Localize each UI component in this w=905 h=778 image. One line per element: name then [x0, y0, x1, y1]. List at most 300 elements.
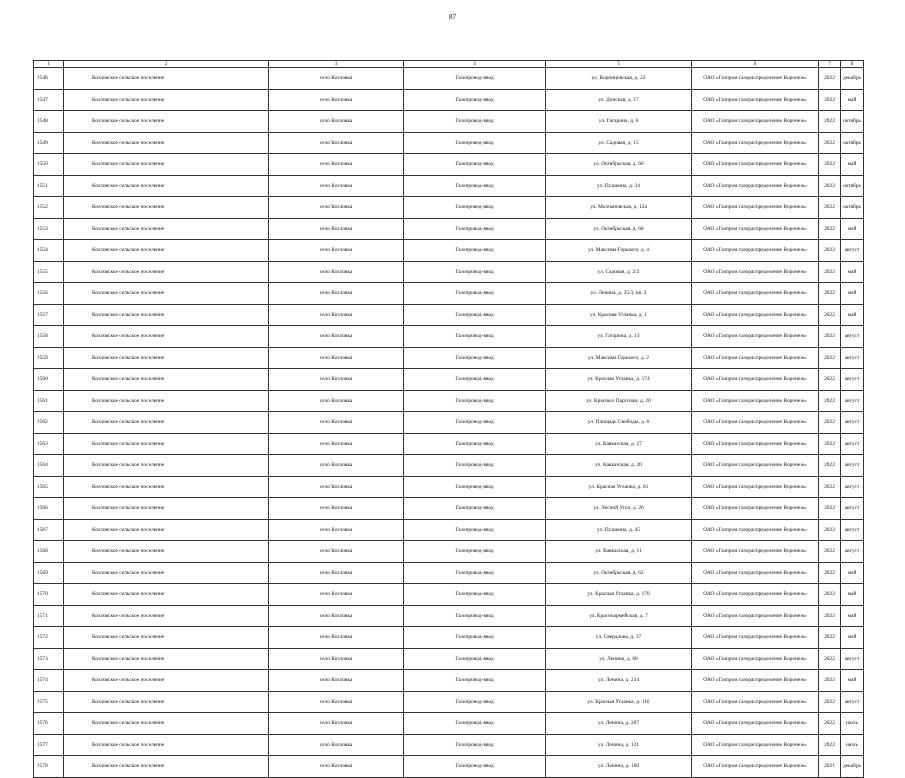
- month-cell: май: [841, 605, 864, 627]
- organization-cell: ОАО «Газпром газораспределение Воронеж»: [692, 304, 819, 326]
- settlement-cell: Козловское сельское поселение: [64, 68, 269, 90]
- table-row: [34, 734, 864, 756]
- table-row: [34, 68, 864, 90]
- settlement-cell: Козловское сельское поселение: [64, 326, 269, 348]
- column-number-header: 6: [692, 61, 819, 68]
- settlement-cell: Козловское сельское поселение: [64, 455, 269, 477]
- row-number-cell: 1564: [34, 455, 64, 477]
- object-type-cell: Газопровод-ввод: [404, 261, 546, 283]
- settlement-cell: Козловское сельское поселение: [64, 519, 269, 541]
- address-cell: ул. Максима Горького, д. 4: [546, 240, 692, 262]
- table-row: [34, 261, 864, 283]
- year-cell: 2022: [819, 562, 841, 584]
- address-cell: ул. Кавказская, д. 27: [546, 433, 692, 455]
- year-cell: 2022: [819, 541, 841, 563]
- locality-cell: село Козловка: [269, 756, 404, 778]
- month-cell: август: [841, 412, 864, 434]
- object-type-cell: Газопровод-ввод: [404, 390, 546, 412]
- settlement-cell: Козловское сельское поселение: [64, 283, 269, 305]
- settlement-cell: Козловское сельское поселение: [64, 412, 269, 434]
- object-type-cell: Газопровод-ввод: [404, 154, 546, 176]
- object-type-cell: Газопровод-ввод: [404, 433, 546, 455]
- locality-cell: село Козловка: [269, 627, 404, 649]
- table-row: [34, 648, 864, 670]
- object-type-cell: Газопровод-ввод: [404, 670, 546, 692]
- row-number-cell: 1554: [34, 240, 64, 262]
- table-row: [34, 519, 864, 541]
- address-cell: ул. Кавказская, д. 11: [546, 541, 692, 563]
- table-body: [34, 68, 864, 778]
- year-cell: 2022: [819, 476, 841, 498]
- object-type-cell: Газопровод-ввод: [404, 412, 546, 434]
- table-row: [34, 562, 864, 584]
- table-row: [34, 111, 864, 133]
- row-number-cell: 1553: [34, 218, 64, 240]
- month-cell: август: [841, 455, 864, 477]
- object-type-cell: Газопровод-ввод: [404, 476, 546, 498]
- address-cell: ул. Ленина, д. 121: [546, 734, 692, 756]
- row-number-cell: 1562: [34, 412, 64, 434]
- table-row: [34, 412, 864, 434]
- column-number-header: 1: [34, 61, 64, 68]
- month-cell: май: [841, 89, 864, 111]
- organization-cell: ОАО «Газпром газораспределение Воронеж»: [692, 691, 819, 713]
- row-number-cell: 1565: [34, 476, 64, 498]
- locality-cell: село Козловка: [269, 648, 404, 670]
- year-cell: 2022: [819, 304, 841, 326]
- locality-cell: село Козловка: [269, 240, 404, 262]
- settlement-cell: Козловское сельское поселение: [64, 175, 269, 197]
- address-cell: ул. Ленина, д. 60: [546, 648, 692, 670]
- object-type-cell: Газопровод-ввод: [404, 111, 546, 133]
- month-cell: июль: [841, 713, 864, 735]
- year-cell: 2022: [819, 240, 841, 262]
- organization-cell: ОАО «Газпром газораспределение Воронеж»: [692, 89, 819, 111]
- year-cell: 2022: [819, 433, 841, 455]
- settlement-cell: Козловское сельское поселение: [64, 756, 269, 778]
- row-number-cell: 1568: [34, 541, 64, 563]
- row-number-cell: 1566: [34, 498, 64, 520]
- table-row: [34, 347, 864, 369]
- locality-cell: село Козловка: [269, 261, 404, 283]
- month-cell: декабрь: [841, 756, 864, 778]
- year-cell: 2022: [819, 584, 841, 606]
- row-number-cell: 1559: [34, 347, 64, 369]
- organization-cell: ОАО «Газпром газораспределение Воронеж»: [692, 648, 819, 670]
- settlement-cell: Козловское сельское поселение: [64, 605, 269, 627]
- address-cell: ул. Пушкина, д. 34: [546, 175, 692, 197]
- table-row: [34, 691, 864, 713]
- year-cell: 2022: [819, 68, 841, 90]
- address-cell: ул. Ленина, д. 35/3, кв. 2: [546, 283, 692, 305]
- address-cell: ул. Красных Партизан, д. 20: [546, 390, 692, 412]
- column-number-header: 3: [269, 61, 404, 68]
- table-row: [34, 476, 864, 498]
- settlement-cell: Козловское сельское поселение: [64, 670, 269, 692]
- settlement-cell: Козловское сельское поселение: [64, 648, 269, 670]
- settlement-cell: Козловское сельское поселение: [64, 498, 269, 520]
- organization-cell: ОАО «Газпром газораспределение Воронеж»: [692, 111, 819, 133]
- row-number-cell: 1546: [34, 68, 64, 90]
- row-number-cell: 1560: [34, 369, 64, 391]
- settlement-cell: Козловское сельское поселение: [64, 197, 269, 219]
- organization-cell: ОАО «Газпром газораспределение Воронеж»: [692, 175, 819, 197]
- object-type-cell: Газопровод-ввод: [404, 326, 546, 348]
- object-type-cell: Газопровод-ввод: [404, 369, 546, 391]
- object-type-cell: Газопровод-ввод: [404, 240, 546, 262]
- row-number-cell: 1547: [34, 89, 64, 111]
- address-cell: ул. Красная Угланка, д. 174: [546, 369, 692, 391]
- month-cell: май: [841, 584, 864, 606]
- table-row: [34, 369, 864, 391]
- address-cell: ул. Воронцовская, д. 22: [546, 68, 692, 90]
- table-row: [34, 283, 864, 305]
- address-cell: ул. Лесной Угол, д. 26: [546, 498, 692, 520]
- row-number-cell: 1573: [34, 648, 64, 670]
- locality-cell: село Козловка: [269, 347, 404, 369]
- object-type-cell: Газопровод-ввод: [404, 498, 546, 520]
- address-cell: ул. Садовая, д. 15: [546, 132, 692, 154]
- organization-cell: ОАО «Газпром газораспределение Воронеж»: [692, 541, 819, 563]
- object-type-cell: Газопровод-ввод: [404, 283, 546, 305]
- year-cell: 2022: [819, 605, 841, 627]
- year-cell: 2022: [819, 713, 841, 735]
- object-type-cell: Газопровод-ввод: [404, 562, 546, 584]
- object-type-cell: Газопровод-ввод: [404, 648, 546, 670]
- year-cell: 2022: [819, 734, 841, 756]
- table-row: [34, 240, 864, 262]
- year-cell: 2022: [819, 369, 841, 391]
- address-cell: ул. Кавказская, д. 20: [546, 455, 692, 477]
- settlement-cell: Козловское сельское поселение: [64, 584, 269, 606]
- organization-cell: ОАО «Газпром газораспределение Воронеж»: [692, 519, 819, 541]
- locality-cell: село Козловка: [269, 412, 404, 434]
- address-cell: ул. Красная Угланка, д. 116: [546, 691, 692, 713]
- organization-cell: ОАО «Газпром газораспределение Воронеж»: [692, 261, 819, 283]
- month-cell: август: [841, 648, 864, 670]
- organization-cell: ОАО «Газпром газораспределение Воронеж»: [692, 412, 819, 434]
- row-number-cell: 1549: [34, 132, 64, 154]
- month-cell: август: [841, 390, 864, 412]
- row-number-cell: 1550: [34, 154, 64, 176]
- address-cell: ул. Красная Угланка, д. 1: [546, 304, 692, 326]
- column-number-header: 2: [64, 61, 269, 68]
- organization-cell: ОАО «Газпром газораспределение Воронеж»: [692, 605, 819, 627]
- locality-cell: село Козловка: [269, 369, 404, 391]
- month-cell: октябрь: [841, 197, 864, 219]
- year-cell: 2022: [819, 347, 841, 369]
- organization-cell: ОАО «Газпром газораспределение Воронеж»: [692, 627, 819, 649]
- row-number-cell: 1552: [34, 197, 64, 219]
- locality-cell: село Козловка: [269, 197, 404, 219]
- row-number-cell: 1548: [34, 111, 64, 133]
- year-cell: 2022: [819, 283, 841, 305]
- row-number-cell: 1576: [34, 713, 64, 735]
- year-cell: 2021: [819, 756, 841, 778]
- object-type-cell: Газопровод-ввод: [404, 175, 546, 197]
- address-cell: ул. Красная Угланка, д. 81: [546, 476, 692, 498]
- organization-cell: ОАО «Газпром газораспределение Воронеж»: [692, 240, 819, 262]
- row-number-cell: 1567: [34, 519, 64, 541]
- organization-cell: ОАО «Газпром газораспределение Воронеж»: [692, 326, 819, 348]
- table-row: [34, 175, 864, 197]
- row-number-cell: 1556: [34, 283, 64, 305]
- month-cell: май: [841, 283, 864, 305]
- row-number-cell: 1551: [34, 175, 64, 197]
- organization-cell: ОАО «Газпром газораспределение Воронеж»: [692, 584, 819, 606]
- settlement-cell: Козловское сельское поселение: [64, 132, 269, 154]
- object-type-cell: Газопровод-ввод: [404, 541, 546, 563]
- table-row: [34, 154, 864, 176]
- locality-cell: село Козловка: [269, 455, 404, 477]
- settlement-cell: Козловское сельское поселение: [64, 627, 269, 649]
- locality-cell: село Козловка: [269, 111, 404, 133]
- locality-cell: село Козловка: [269, 713, 404, 735]
- object-type-cell: Газопровод-ввод: [404, 756, 546, 778]
- organization-cell: ОАО «Газпром газораспределение Воронеж»: [692, 433, 819, 455]
- locality-cell: село Козловка: [269, 283, 404, 305]
- settlement-cell: Козловское сельское поселение: [64, 390, 269, 412]
- table-row: [34, 627, 864, 649]
- settlement-cell: Козловское сельское поселение: [64, 734, 269, 756]
- organization-cell: ОАО «Газпром газораспределение Воронеж»: [692, 283, 819, 305]
- row-number-cell: 1555: [34, 261, 64, 283]
- object-type-cell: Газопровод-ввод: [404, 691, 546, 713]
- locality-cell: село Козловка: [269, 519, 404, 541]
- locality-cell: село Козловка: [269, 175, 404, 197]
- organization-cell: ОАО «Газпром газораспределение Воронеж»: [692, 132, 819, 154]
- row-number-cell: 1557: [34, 304, 64, 326]
- row-number-cell: 1575: [34, 691, 64, 713]
- object-type-cell: Газопровод-ввод: [404, 218, 546, 240]
- month-cell: август: [841, 326, 864, 348]
- address-cell: ул. Октябрьская, д. 66: [546, 154, 692, 176]
- table-row: [34, 89, 864, 111]
- month-cell: август: [841, 498, 864, 520]
- month-cell: август: [841, 691, 864, 713]
- row-number-cell: 1578: [34, 756, 64, 778]
- column-number-header: 7: [819, 61, 841, 68]
- settlement-cell: Козловское сельское поселение: [64, 369, 269, 391]
- organization-cell: ОАО «Газпром газораспределение Воронеж»: [692, 455, 819, 477]
- object-type-cell: Газопровод-ввод: [404, 304, 546, 326]
- month-cell: август: [841, 433, 864, 455]
- row-number-cell: 1574: [34, 670, 64, 692]
- table-row: [34, 218, 864, 240]
- row-number-cell: 1577: [34, 734, 64, 756]
- locality-cell: село Козловка: [269, 541, 404, 563]
- month-cell: октябрь: [841, 111, 864, 133]
- column-number-header: 8: [841, 61, 864, 68]
- locality-cell: село Козловка: [269, 326, 404, 348]
- year-cell: 2022: [819, 498, 841, 520]
- organization-cell: ОАО «Газпром газораспределение Воронеж»: [692, 562, 819, 584]
- year-cell: 2022: [819, 648, 841, 670]
- year-cell: 2022: [819, 154, 841, 176]
- locality-cell: село Козловка: [269, 691, 404, 713]
- object-type-cell: Газопровод-ввод: [404, 132, 546, 154]
- settlement-cell: Козловское сельское поселение: [64, 691, 269, 713]
- locality-cell: село Козловка: [269, 476, 404, 498]
- object-type-cell: Газопровод-ввод: [404, 713, 546, 735]
- month-cell: август: [841, 541, 864, 563]
- locality-cell: село Козловка: [269, 605, 404, 627]
- row-number-cell: 1570: [34, 584, 64, 606]
- gas-connections-table-container: [33, 60, 863, 778]
- address-cell: ул. Свердлова, д. 37: [546, 627, 692, 649]
- address-cell: ул. Гагарина, д. 6: [546, 111, 692, 133]
- month-cell: август: [841, 369, 864, 391]
- year-cell: 2022: [819, 390, 841, 412]
- month-cell: май: [841, 218, 864, 240]
- address-cell: ул. Октябрьская, д. 68: [546, 218, 692, 240]
- year-cell: 2022: [819, 111, 841, 133]
- settlement-cell: Козловское сельское поселение: [64, 713, 269, 735]
- object-type-cell: Газопровод-ввод: [404, 68, 546, 90]
- settlement-cell: Козловское сельское поселение: [64, 111, 269, 133]
- year-cell: 2022: [819, 519, 841, 541]
- month-cell: август: [841, 476, 864, 498]
- address-cell: ул. Пушкина, д. 45: [546, 519, 692, 541]
- organization-cell: ОАО «Газпром газораспределение Воронеж»: [692, 154, 819, 176]
- row-number-cell: 1572: [34, 627, 64, 649]
- year-cell: 2022: [819, 627, 841, 649]
- settlement-cell: Козловское сельское поселение: [64, 240, 269, 262]
- table-row: [34, 584, 864, 606]
- address-cell: ул. Красноармейская, д. 7: [546, 605, 692, 627]
- object-type-cell: Газопровод-ввод: [404, 455, 546, 477]
- locality-cell: село Козловка: [269, 154, 404, 176]
- month-cell: май: [841, 670, 864, 692]
- address-cell: ул. Молчановская, д. 12а: [546, 197, 692, 219]
- year-cell: 2022: [819, 175, 841, 197]
- year-cell: 2022: [819, 261, 841, 283]
- locality-cell: село Козловка: [269, 734, 404, 756]
- organization-cell: ОАО «Газпром газораспределение Воронеж»: [692, 390, 819, 412]
- address-cell: ул. Донская, д. 17: [546, 89, 692, 111]
- month-cell: октябрь: [841, 175, 864, 197]
- table-row: [34, 326, 864, 348]
- year-cell: 2022: [819, 89, 841, 111]
- month-cell: май: [841, 562, 864, 584]
- month-cell: май: [841, 304, 864, 326]
- object-type-cell: Газопровод-ввод: [404, 734, 546, 756]
- table-header-row: [34, 61, 864, 68]
- address-cell: ул. Ленина, д. 207: [546, 713, 692, 735]
- settlement-cell: Козловское сельское поселение: [64, 476, 269, 498]
- year-cell: 2022: [819, 197, 841, 219]
- object-type-cell: Газопровод-ввод: [404, 519, 546, 541]
- table-row: [34, 670, 864, 692]
- locality-cell: село Козловка: [269, 304, 404, 326]
- gas-connections-table: [33, 60, 864, 778]
- month-cell: май: [841, 627, 864, 649]
- address-cell: ул. Максима Горького, д. 2: [546, 347, 692, 369]
- column-number-header: 4: [404, 61, 546, 68]
- organization-cell: ОАО «Газпром газораспределение Воронеж»: [692, 476, 819, 498]
- settlement-cell: Козловское сельское поселение: [64, 541, 269, 563]
- month-cell: октябрь: [841, 132, 864, 154]
- locality-cell: село Козловка: [269, 132, 404, 154]
- page-number: 87: [449, 13, 456, 21]
- table-row: [34, 455, 864, 477]
- locality-cell: село Козловка: [269, 498, 404, 520]
- organization-cell: ОАО «Газпром газораспределение Воронеж»: [692, 369, 819, 391]
- year-cell: 2022: [819, 326, 841, 348]
- organization-cell: ОАО «Газпром газораспределение Воронеж»: [692, 347, 819, 369]
- locality-cell: село Козловка: [269, 68, 404, 90]
- organization-cell: ОАО «Газпром газораспределение Воронеж»: [692, 498, 819, 520]
- settlement-cell: Козловское сельское поселение: [64, 562, 269, 584]
- table-row: [34, 433, 864, 455]
- organization-cell: ОАО «Газпром газораспределение Воронеж»: [692, 734, 819, 756]
- table-row: [34, 304, 864, 326]
- object-type-cell: Газопровод-ввод: [404, 347, 546, 369]
- locality-cell: село Козловка: [269, 89, 404, 111]
- locality-cell: село Козловка: [269, 562, 404, 584]
- locality-cell: село Козловка: [269, 670, 404, 692]
- organization-cell: ОАО «Газпром газораспределение Воронеж»: [692, 713, 819, 735]
- table-row: [34, 390, 864, 412]
- settlement-cell: Козловское сельское поселение: [64, 347, 269, 369]
- object-type-cell: Газопровод-ввод: [404, 197, 546, 219]
- settlement-cell: Козловское сельское поселение: [64, 433, 269, 455]
- address-cell: ул. Ленина, д. 160: [546, 756, 692, 778]
- month-cell: август: [841, 519, 864, 541]
- address-cell: ул. Площадь Свободы, д. 6: [546, 412, 692, 434]
- row-number-cell: 1563: [34, 433, 64, 455]
- organization-cell: ОАО «Газпром газораспределение Воронеж»: [692, 756, 819, 778]
- object-type-cell: Газопровод-ввод: [404, 605, 546, 627]
- settlement-cell: Козловское сельское поселение: [64, 154, 269, 176]
- locality-cell: село Козловка: [269, 390, 404, 412]
- month-cell: декабрь: [841, 68, 864, 90]
- address-cell: ул. Ленина, д. 234: [546, 670, 692, 692]
- year-cell: 2022: [819, 455, 841, 477]
- settlement-cell: Козловское сельское поселение: [64, 218, 269, 240]
- object-type-cell: Газопровод-ввод: [404, 89, 546, 111]
- table-row: [34, 756, 864, 778]
- object-type-cell: Газопровод-ввод: [404, 627, 546, 649]
- row-number-cell: 1569: [34, 562, 64, 584]
- table-row: [34, 132, 864, 154]
- table-row: [34, 713, 864, 735]
- table-row: [34, 197, 864, 219]
- address-cell: ул. Октябрьская, д. 62: [546, 562, 692, 584]
- table-row: [34, 498, 864, 520]
- row-number-cell: 1571: [34, 605, 64, 627]
- column-number-header: 5: [546, 61, 692, 68]
- year-cell: 2022: [819, 218, 841, 240]
- month-cell: август: [841, 240, 864, 262]
- organization-cell: ОАО «Газпром газораспределение Воронеж»: [692, 670, 819, 692]
- locality-cell: село Козловка: [269, 218, 404, 240]
- year-cell: 2022: [819, 412, 841, 434]
- month-cell: май: [841, 154, 864, 176]
- locality-cell: село Козловка: [269, 584, 404, 606]
- year-cell: 2022: [819, 132, 841, 154]
- year-cell: 2022: [819, 670, 841, 692]
- address-cell: ул. Гагарина, д. 13: [546, 326, 692, 348]
- locality-cell: село Козловка: [269, 433, 404, 455]
- organization-cell: ОАО «Газпром газораспределение Воронеж»: [692, 197, 819, 219]
- object-type-cell: Газопровод-ввод: [404, 584, 546, 606]
- settlement-cell: Козловское сельское поселение: [64, 304, 269, 326]
- year-cell: 2022: [819, 691, 841, 713]
- month-cell: июль: [841, 734, 864, 756]
- settlement-cell: Козловское сельское поселение: [64, 261, 269, 283]
- address-cell: ул. Садовая, д. 2/2: [546, 261, 692, 283]
